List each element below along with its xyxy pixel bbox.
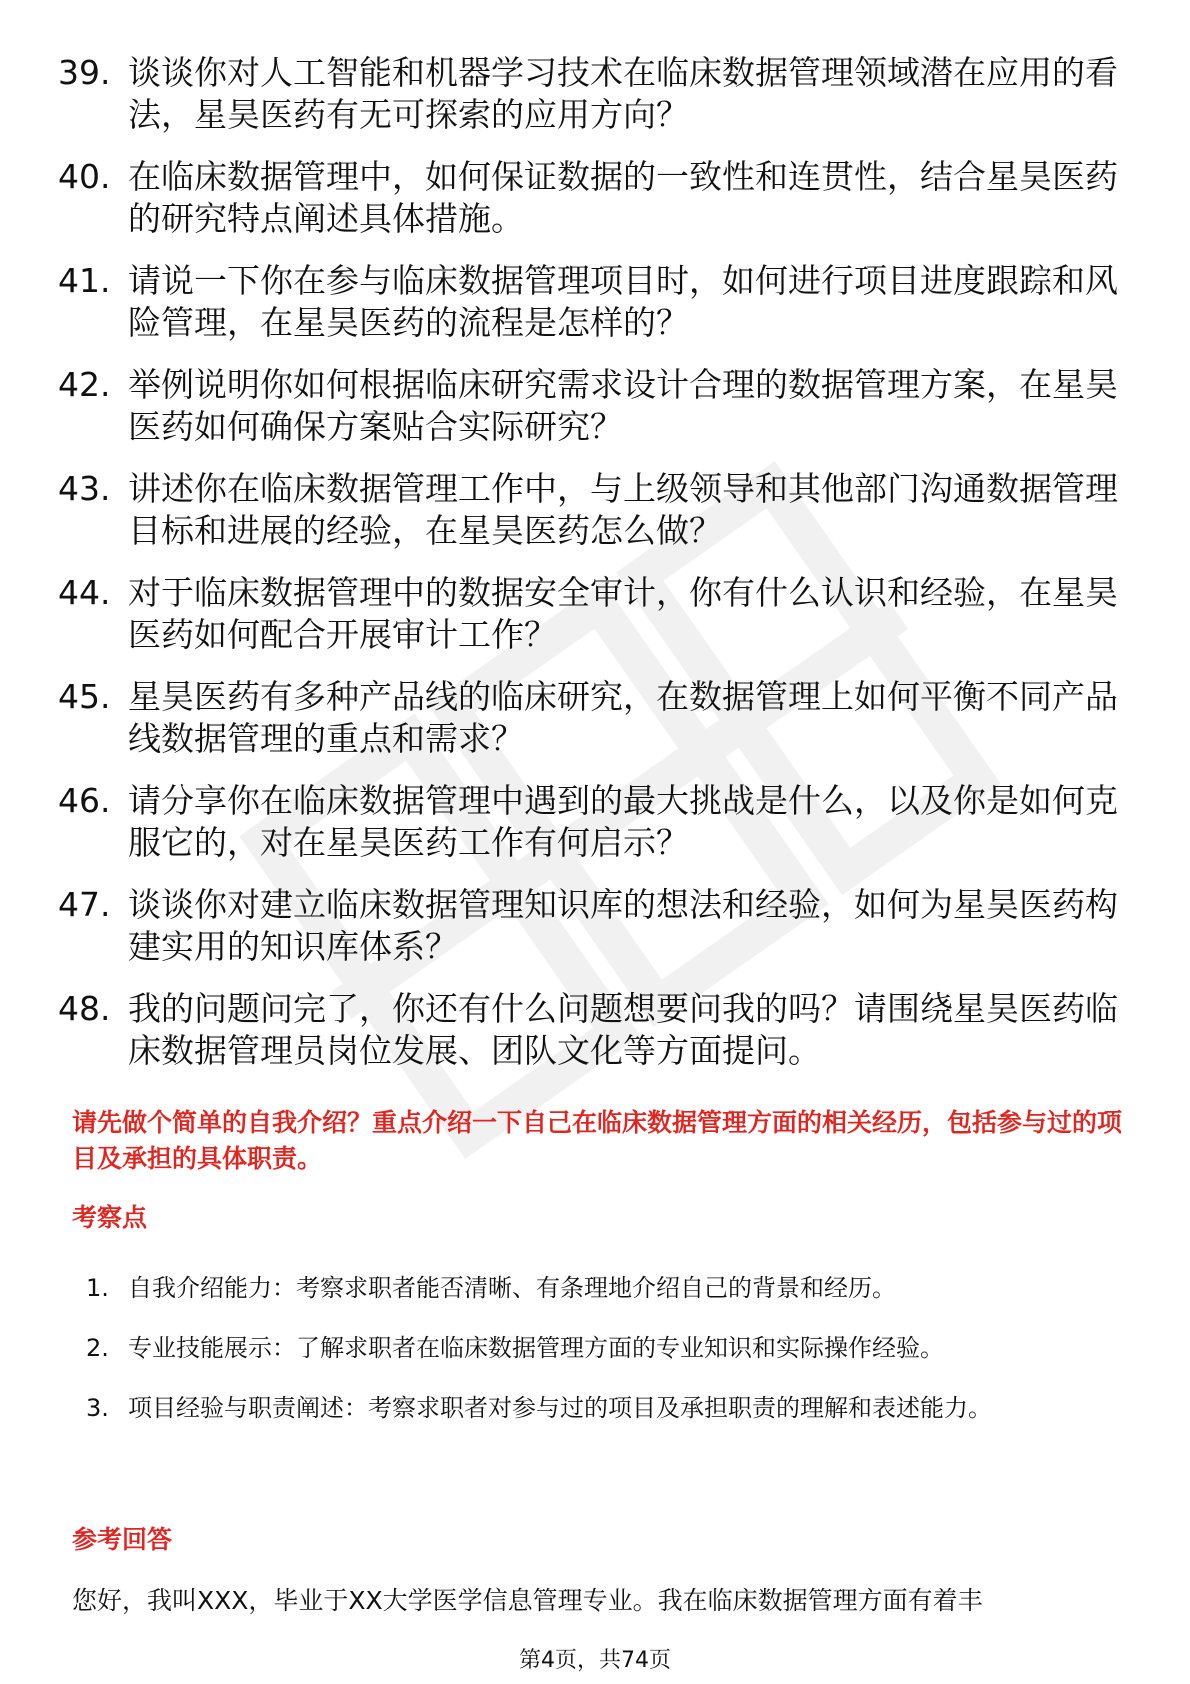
- question-number: 41.: [58, 261, 111, 300]
- exam-point-text: 项目经验与职责阐述：考察求职者对参与过的项目及承担职责的理解和表述能力。: [128, 1394, 992, 1422]
- question-text: 星昊医药有多种产品线的临床研究，在数据管理上如何平衡不同产品线数据管理的重点和需求？: [128, 677, 1118, 758]
- section-question: 请先做个简单的自我介绍？重点介绍一下自己在临床数据管理方面的相关经历，包括参与过的项目及承担的具体职责。: [72, 1108, 1123, 1173]
- exam-point-text: 专业技能展示：了解求职者在临床数据管理方面的专业知识和实际操作经验。: [128, 1334, 944, 1362]
- reference-heading: 参考回答: [72, 1525, 173, 1554]
- question-item: [0, 364, 1190, 448]
- exam-point-number: 2.: [86, 1334, 109, 1362]
- question-number: 48.: [58, 989, 111, 1028]
- reference-answer: 您好，我叫XXX，毕业于XX大学医学信息管理专业。我在临床数据管理方面有着丰: [72, 1586, 983, 1615]
- question-item: [0, 988, 1190, 1072]
- exam-point-item: [0, 1258, 1190, 1318]
- question-number: 45.: [58, 677, 111, 716]
- question-text: 请分享你在临床数据管理中遇到的最大挑战是什么，以及你是如何克服它的，对在星昊医药工作有何启示？: [128, 781, 1118, 862]
- question-number: 47.: [58, 885, 111, 924]
- question-number: 44.: [58, 573, 111, 612]
- question-list: [0, 52, 1190, 1092]
- page-footer: 第4页，共74页: [519, 1648, 671, 1673]
- question-item: [0, 780, 1190, 864]
- exam-point-item: [0, 1378, 1190, 1438]
- question-number: 42.: [58, 365, 111, 404]
- question-item: [0, 52, 1190, 136]
- question-text: 举例说明你如何根据临床研究需求设计合理的数据管理方案，在星昊医药如何确保方案贴合实际研究？: [128, 365, 1118, 446]
- exam-point-text: 自我介绍能力：考察求职者能否清晰、有条理地介绍自己的背景和经历。: [128, 1274, 896, 1302]
- question-number: 39.: [58, 53, 111, 92]
- question-text: 谈谈你对建立临床数据管理知识库的想法和经验，如何为星昊医药构建实用的知识库体系？: [128, 885, 1118, 966]
- question-item: [0, 260, 1190, 344]
- question-text: 我的问题问完了，你还有什么问题想要问我的吗？请围绕星昊医药临床数据管理员岗位发展、团队文化等方面提问。: [128, 989, 1118, 1070]
- exam-point-item: [0, 1318, 1190, 1378]
- question-text: 对于临床数据管理中的数据安全审计，你有什么认识和经验，在星昊医药如何配合开展审计工作？: [128, 573, 1118, 654]
- question-item: [0, 572, 1190, 656]
- question-item: [0, 884, 1190, 968]
- question-item: [0, 676, 1190, 760]
- exam-point-number: 1.: [86, 1274, 109, 1302]
- question-item: [0, 468, 1190, 552]
- question-text: 讲述你在临床数据管理工作中，与上级领导和其他部门沟通数据管理目标和进展的经验，在星昊医药怎么做？: [128, 469, 1118, 550]
- question-text: 在临床数据管理中，如何保证数据的一致性和连贯性，结合星昊医药的研究特点阐述具体措施。: [128, 157, 1118, 238]
- exam-points-list: [0, 1258, 1190, 1438]
- exam-point-number: 3.: [86, 1394, 109, 1422]
- question-item: [0, 156, 1190, 240]
- question-text: 谈谈你对人工智能和机器学习技术在临床数据管理领域潜在应用的看法，星昊医药有无可探索的应用方向？: [128, 53, 1118, 134]
- question-number: 46.: [58, 781, 111, 820]
- exam-points-heading: 考察点: [72, 1203, 148, 1232]
- question-text: 请说一下你在参与临床数据管理项目时，如何进行项目进度跟踪和风险管理，在星昊医药的流程是怎样的？: [128, 261, 1118, 342]
- question-number: 43.: [58, 469, 111, 508]
- question-number: 40.: [58, 157, 111, 196]
